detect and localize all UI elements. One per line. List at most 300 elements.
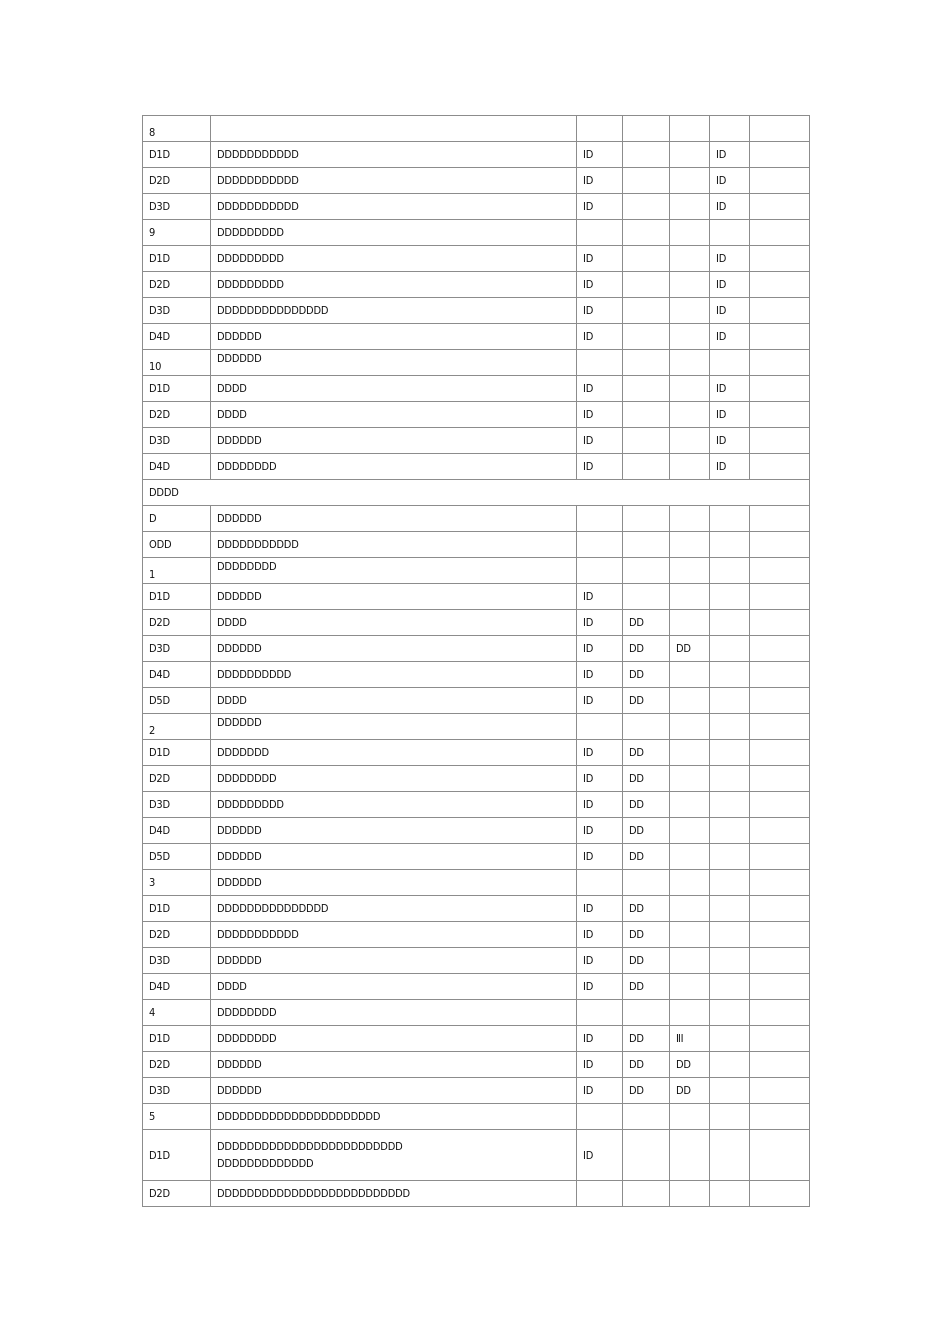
col-a-cell [577, 844, 623, 870]
item-description: DDDDDD [217, 642, 262, 655]
table-row [143, 818, 810, 844]
section-row [143, 480, 810, 506]
item-number: D4D [149, 668, 170, 681]
col-a-cell [577, 168, 623, 194]
item-number-cell [143, 636, 211, 662]
item-description-cell [211, 168, 577, 194]
col-d-value: ID [716, 460, 727, 473]
item-number: D2D [149, 1058, 170, 1071]
col-c-cell [670, 194, 710, 220]
table-row [143, 792, 810, 818]
item-number: 9 [149, 226, 156, 239]
item-description: DDDDDD [217, 1058, 262, 1071]
col-e-cell [750, 220, 810, 246]
col-b-cell [623, 116, 670, 142]
col-e-cell [750, 870, 810, 896]
col-b-cell [623, 636, 670, 662]
table-row [143, 376, 810, 402]
item-description-cell [211, 896, 577, 922]
col-d-cell [710, 1181, 750, 1207]
col-b-value: DD [629, 954, 644, 967]
col-e-cell [750, 168, 810, 194]
col-c-cell [670, 428, 710, 454]
table-row [143, 896, 810, 922]
col-c-cell [670, 298, 710, 324]
table-row [143, 1104, 810, 1130]
col-a-cell [577, 714, 623, 740]
item-number: D3D [149, 954, 170, 967]
col-b-cell [623, 766, 670, 792]
col-b-cell [623, 714, 670, 740]
item-description-cell [211, 220, 577, 246]
col-a-cell [577, 1104, 623, 1130]
item-description-cell [211, 584, 577, 610]
table-row [143, 1026, 810, 1052]
item-number-cell [143, 506, 211, 532]
col-d-cell [710, 610, 750, 636]
item-number-cell [143, 584, 211, 610]
col-e-cell [750, 740, 810, 766]
item-description: DDDDDD [217, 850, 262, 863]
item-number-cell [143, 194, 211, 220]
col-a-value: ID [583, 928, 594, 941]
table-row [143, 922, 810, 948]
col-e-cell [750, 948, 810, 974]
col-a-cell [577, 948, 623, 974]
col-c-value: DD [676, 642, 691, 655]
table-row [143, 740, 810, 766]
col-d-cell [710, 402, 750, 428]
col-b-value: DD [629, 824, 644, 837]
item-number-cell [143, 558, 211, 584]
item-number-cell [143, 168, 211, 194]
col-e-cell [750, 376, 810, 402]
item-number-cell [143, 532, 211, 558]
item-description-cell [211, 636, 577, 662]
col-c-cell [670, 1078, 710, 1104]
item-number-cell [143, 376, 211, 402]
item-number: D1D [149, 148, 170, 161]
table-row [143, 610, 810, 636]
item-number-cell [143, 740, 211, 766]
col-c-cell [670, 220, 710, 246]
col-c-cell [670, 714, 710, 740]
col-c-cell [670, 792, 710, 818]
col-a-cell [577, 324, 623, 350]
item-number: D5D [149, 850, 170, 863]
item-description: DDDDDDDDDDDDDDD [217, 902, 329, 915]
table-row [143, 116, 810, 142]
item-number-cell [143, 818, 211, 844]
col-a-cell [577, 636, 623, 662]
table-row [143, 948, 810, 974]
item-number: D5D [149, 694, 170, 707]
item-number-cell [143, 870, 211, 896]
col-e-cell [750, 272, 810, 298]
item-number: D2D [149, 174, 170, 187]
item-number-cell [143, 116, 211, 142]
col-e-cell [750, 558, 810, 584]
col-a-cell [577, 922, 623, 948]
col-e-cell [750, 324, 810, 350]
item-description-cell [211, 454, 577, 480]
item-number-cell [143, 1026, 211, 1052]
col-d-value: ID [716, 200, 727, 213]
col-a-value: ID [583, 382, 594, 395]
col-e-cell [750, 454, 810, 480]
table-row [143, 246, 810, 272]
col-d-value: ID [716, 304, 727, 317]
item-description: DDDDDDDDD [217, 252, 284, 265]
col-d-cell [710, 324, 750, 350]
col-c-cell [670, 376, 710, 402]
col-c-cell [670, 168, 710, 194]
col-a-cell [577, 1026, 623, 1052]
item-description: DDDDDD [217, 824, 262, 837]
col-c-cell [670, 402, 710, 428]
col-b-value: DD [629, 928, 644, 941]
table-row [143, 506, 810, 532]
table-row [143, 428, 810, 454]
col-e-cell [750, 428, 810, 454]
col-c-cell [670, 844, 710, 870]
col-c-cell [670, 662, 710, 688]
item-number-cell [143, 246, 211, 272]
col-a-cell [577, 740, 623, 766]
col-d-value: ID [716, 278, 727, 291]
col-e-cell [750, 532, 810, 558]
col-c-cell [670, 922, 710, 948]
col-b-cell [623, 948, 670, 974]
table-row [143, 662, 810, 688]
item-number: D4D [149, 330, 170, 343]
item-number: D3D [149, 434, 170, 447]
col-d-cell [710, 220, 750, 246]
col-e-cell [750, 610, 810, 636]
col-d-cell [710, 350, 750, 376]
col-a-cell [577, 298, 623, 324]
item-description-cell [211, 610, 577, 636]
col-d-value: ID [716, 148, 727, 161]
col-c-cell [670, 610, 710, 636]
col-a-value: ID [583, 278, 594, 291]
item-description: DDDD [217, 408, 247, 421]
item-number-cell [143, 220, 211, 246]
col-b-cell [623, 428, 670, 454]
item-number: D2D [149, 928, 170, 941]
col-e-cell [750, 1181, 810, 1207]
table-row [143, 1078, 810, 1104]
table-row [143, 142, 810, 168]
col-e-cell [750, 1052, 810, 1078]
item-number-cell [143, 610, 211, 636]
col-a-cell [577, 610, 623, 636]
item-description-cell [211, 1104, 577, 1130]
col-d-cell [710, 1130, 750, 1181]
item-number: D1D [149, 1032, 170, 1045]
col-a-value: ID [583, 148, 594, 161]
item-description-cell [211, 116, 577, 142]
col-b-value: DD [629, 668, 644, 681]
col-d-value: ID [716, 252, 727, 265]
col-e-cell [750, 1078, 810, 1104]
col-b-cell [623, 194, 670, 220]
col-a-value: ID [583, 408, 594, 421]
col-e-cell [750, 1000, 810, 1026]
col-c-cell [670, 870, 710, 896]
table-row [143, 1130, 810, 1181]
col-c-cell [670, 766, 710, 792]
item-description-cell [211, 1000, 577, 1026]
col-e-cell [750, 714, 810, 740]
col-a-cell [577, 584, 623, 610]
col-c-cell [670, 740, 710, 766]
col-d-cell [710, 584, 750, 610]
item-description-cell [211, 428, 577, 454]
col-c-cell [670, 896, 710, 922]
table-row [143, 272, 810, 298]
item-number: D2D [149, 1187, 170, 1200]
col-a-cell [577, 766, 623, 792]
item-number: D2D [149, 278, 170, 291]
item-number-cell [143, 1078, 211, 1104]
col-a-cell [577, 974, 623, 1000]
col-e-cell [750, 142, 810, 168]
item-description: DDDD [217, 980, 247, 993]
col-b-cell [623, 324, 670, 350]
col-a-value: ID [583, 434, 594, 447]
col-e-cell [750, 636, 810, 662]
col-b-cell [623, 1078, 670, 1104]
col-b-value: DD [629, 902, 644, 915]
col-d-cell [710, 844, 750, 870]
section-heading-cell [143, 480, 810, 506]
col-a-value: ID [583, 954, 594, 967]
item-number: 3 [149, 876, 156, 889]
col-e-cell [750, 1130, 810, 1181]
item-description: DDDDDD [217, 434, 262, 447]
item-number: D1D [149, 252, 170, 265]
col-a-cell [577, 246, 623, 272]
col-b-value: DD [629, 772, 644, 785]
col-e-cell [750, 194, 810, 220]
col-a-cell [577, 272, 623, 298]
item-number-cell [143, 298, 211, 324]
table-row [143, 688, 810, 714]
col-b-cell [623, 584, 670, 610]
col-a-cell [577, 402, 623, 428]
item-number-cell [143, 844, 211, 870]
col-a-value: ID [583, 980, 594, 993]
col-a-cell [577, 194, 623, 220]
col-a-value: ID [583, 668, 594, 681]
item-description: DDDDDDDD [217, 772, 277, 785]
col-d-cell [710, 1078, 750, 1104]
document-table [142, 115, 810, 1207]
item-description-cell [211, 688, 577, 714]
item-number: 5 [149, 1110, 156, 1123]
col-a-value: ID [583, 304, 594, 317]
col-c-cell [670, 636, 710, 662]
col-d-cell [710, 1052, 750, 1078]
col-c-cell [670, 1000, 710, 1026]
item-number: ODD [149, 538, 172, 551]
col-d-cell [710, 896, 750, 922]
col-e-cell [750, 688, 810, 714]
item-description-cell [211, 792, 577, 818]
item-number-cell [143, 1000, 211, 1026]
item-description: DDDDDDDDDDD [217, 200, 299, 213]
item-number-cell [143, 428, 211, 454]
col-c-cell [670, 1181, 710, 1207]
item-description: DDDDDDDDDDDDDDD [217, 304, 329, 317]
item-number: D [149, 512, 157, 525]
item-description-cell [211, 948, 577, 974]
col-a-cell [577, 220, 623, 246]
item-description-cell [211, 740, 577, 766]
col-c-cell [670, 272, 710, 298]
table-row [143, 766, 810, 792]
col-d-cell [710, 376, 750, 402]
col-b-value: DD [629, 694, 644, 707]
item-number: D1D [149, 590, 170, 603]
item-description: DDDDDDDD [217, 1032, 277, 1045]
item-number-cell [143, 350, 211, 376]
col-a-cell [577, 1000, 623, 1026]
col-a-cell [577, 1052, 623, 1078]
col-e-cell [750, 792, 810, 818]
col-b-cell [623, 506, 670, 532]
col-e-cell [750, 662, 810, 688]
col-b-cell [623, 142, 670, 168]
col-e-cell [750, 116, 810, 142]
table-row [143, 350, 810, 376]
col-a-value: ID [583, 772, 594, 785]
item-number: D1D [149, 382, 170, 395]
col-b-cell [623, 454, 670, 480]
col-d-cell [710, 558, 750, 584]
item-description: DDDDDD [217, 512, 262, 525]
item-number: D4D [149, 460, 170, 473]
col-c-cell [670, 246, 710, 272]
col-c-cell [670, 688, 710, 714]
col-d-cell [710, 428, 750, 454]
col-b-cell [623, 922, 670, 948]
col-e-cell [750, 298, 810, 324]
col-d-cell [710, 922, 750, 948]
col-c-cell [670, 532, 710, 558]
item-description: DDDDDD [217, 330, 262, 343]
item-number-cell [143, 922, 211, 948]
item-description-cell [211, 194, 577, 220]
col-c-cell [670, 324, 710, 350]
table-row [143, 558, 810, 584]
col-c-cell [670, 1052, 710, 1078]
col-b-cell [623, 220, 670, 246]
col-a-cell [577, 818, 623, 844]
item-description: DDDDDD [217, 1084, 262, 1097]
col-a-value: ID [583, 1032, 594, 1045]
col-b-value: DD [629, 616, 644, 629]
item-description-line: DDDDDDDDDDDDDDDDDDDDDDDDD [217, 1140, 403, 1153]
col-d-cell [710, 272, 750, 298]
item-description-cell [211, 376, 577, 402]
item-number: D3D [149, 798, 170, 811]
col-b-cell [623, 272, 670, 298]
item-description-cell [211, 532, 577, 558]
col-d-cell [710, 740, 750, 766]
table-row [143, 714, 810, 740]
item-description-cell [211, 1130, 577, 1181]
col-d-cell [710, 168, 750, 194]
item-description-cell [211, 272, 577, 298]
col-d-cell [710, 506, 750, 532]
col-a-cell [577, 1130, 623, 1181]
col-d-cell [710, 766, 750, 792]
col-a-value: ID [583, 1084, 594, 1097]
item-description: DDDDDDDDDDD [217, 174, 299, 187]
col-b-cell [623, 558, 670, 584]
item-number-cell [143, 974, 211, 1000]
col-b-cell [623, 1104, 670, 1130]
item-number: D3D [149, 1084, 170, 1097]
col-c-cell [670, 948, 710, 974]
col-b-value: DD [629, 1084, 644, 1097]
table-row [143, 220, 810, 246]
table-row [143, 1052, 810, 1078]
col-b-cell [623, 792, 670, 818]
col-d-cell [710, 1000, 750, 1026]
item-number-cell [143, 142, 211, 168]
col-e-cell [750, 350, 810, 376]
item-description: DDDD [217, 694, 247, 707]
col-a-value: ID [583, 824, 594, 837]
col-a-cell [577, 506, 623, 532]
col-d-cell [710, 142, 750, 168]
item-description: DDDDDDDDDDDDDDDDDDDDDD [217, 1110, 381, 1123]
col-d-cell [710, 714, 750, 740]
col-d-value: ID [716, 174, 727, 187]
item-description: DDDD [217, 616, 247, 629]
item-description-cell [211, 662, 577, 688]
col-a-value: ID [583, 174, 594, 187]
item-description-cell [211, 818, 577, 844]
item-description-cell [211, 558, 577, 584]
item-number: D2D [149, 408, 170, 421]
col-a-cell [577, 688, 623, 714]
col-a-cell [577, 1078, 623, 1104]
col-c-cell [670, 558, 710, 584]
col-a-cell [577, 870, 623, 896]
item-description-cell [211, 844, 577, 870]
item-description-cell [211, 870, 577, 896]
col-e-cell [750, 766, 810, 792]
col-b-cell [623, 402, 670, 428]
item-description: DDDDDDDDDDDDDDDDDDDDDDDDDD [217, 1187, 410, 1200]
item-description-cell [211, 1026, 577, 1052]
item-description: DDDD [217, 382, 247, 395]
col-b-cell [623, 844, 670, 870]
item-description-cell [211, 1181, 577, 1207]
item-description: DDDDDDDDDD [217, 668, 292, 681]
table-row [143, 402, 810, 428]
col-a-value: ID [583, 330, 594, 343]
item-description: DDDDDDD [217, 746, 269, 759]
table-row [143, 870, 810, 896]
item-number: D2D [149, 616, 170, 629]
item-description: DDDDDDDDD [217, 278, 284, 291]
col-e-cell [750, 584, 810, 610]
